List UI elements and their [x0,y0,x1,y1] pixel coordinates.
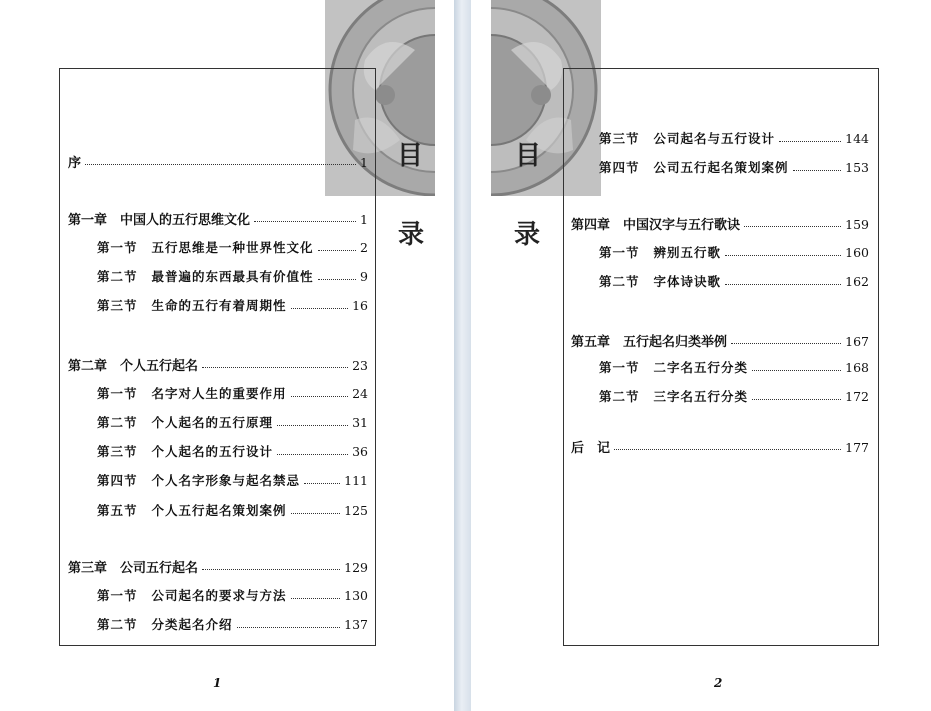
toc-page-number: 144 [845,131,869,146]
dot-leader [752,370,841,371]
toc-section-number: 第一节 [97,240,138,255]
toc-section-title: 公司五行起名策划案例 [653,160,789,175]
toc-entry-label [599,129,775,147]
toc-entry-label: 第二章 个人五行起名 [68,359,199,374]
book-spine [454,0,471,711]
toc-section-entry [97,384,368,402]
toc-chapter-entry [68,557,368,576]
toc-section-number: 第五节 [97,503,138,518]
toc-section-title: 生命的五行有着周期性 [151,298,287,313]
toc-page-number: 129 [344,560,368,575]
toc-section-number: 第三节 [97,298,138,313]
toc-entry-label [97,586,287,604]
toc-section-entry [599,387,869,405]
toc-page-number: 36 [352,444,368,459]
toc-entry-label [599,158,789,176]
toc-page-number: 137 [344,617,368,632]
dot-leader [318,279,357,280]
dot-leader [318,250,357,251]
toc-page-number: 162 [845,274,869,289]
toc-entry-label [599,272,721,290]
toc-entry-label [97,615,233,633]
toc-page-number: 160 [845,245,869,260]
toc-entry-label [97,296,287,314]
toc-section-entry [599,158,869,176]
toc-page-number: 125 [344,503,368,518]
left-page [0,0,454,711]
dot-leader [291,513,341,514]
right-page [471,0,931,711]
toc-page-number: 168 [845,360,869,375]
dot-leader [614,449,841,450]
dot-leader [237,627,341,628]
toc-chapter-entry [68,152,368,171]
toc-section-entry [97,238,368,256]
toc-page-number: 1 [360,212,368,227]
toc-entry-label: 第三章 公司五行起名 [68,561,199,576]
toc-section-number: 第四节 [97,473,138,488]
toc-section-title: 公司起名与五行设计 [653,131,776,146]
toc-section-number: 第一节 [97,588,138,603]
dot-leader [779,141,841,142]
dot-leader [202,569,340,570]
toc-page-number: 167 [845,334,869,349]
toc-page-number: 177 [845,440,869,455]
toc-entry-label: 第一章 中国人的五行思维文化 [68,213,251,228]
toc-section-number: 第二节 [97,617,138,632]
toc-page-number: 23 [352,358,368,373]
title-char-lu: 录 [398,220,425,250]
toc-chapter-entry [571,437,869,456]
toc-page-number: 159 [845,217,869,232]
toc-chapter-entry [68,209,368,228]
dot-leader [793,170,842,171]
toc-entry-label: 第四章 中国汉字与五行歌诀 [571,218,741,233]
toc-page-number: 1 [360,155,368,170]
toc-section-title: 名字对人生的重要作用 [151,386,287,401]
toc-entry-label [97,501,287,519]
toc-entry-label [599,387,748,405]
toc-section-entry [97,471,368,489]
dot-leader [291,308,349,309]
toc-page-number: 16 [352,298,368,313]
toc-section-title: 五行思维是一种世界性文化 [151,240,314,255]
toc-entry-label [97,413,273,431]
toc-page-number: 31 [352,415,368,430]
toc-section-number: 第二节 [599,389,640,404]
title-char-lu: 录 [514,220,541,250]
toc-entry-label [97,238,314,256]
toc-section-title: 公司起名的要求与方法 [151,588,287,603]
toc-section-number: 第四节 [599,160,640,175]
toc-entry-label [97,442,273,460]
toc-entry-label: 序 [68,156,82,171]
toc-chapter-entry [571,214,869,233]
toc-entry-label [599,243,721,261]
toc-entry-label: 第五章 五行起名归类举例 [571,335,728,350]
dot-leader [731,343,841,344]
toc-section-entry [599,272,869,290]
dot-leader [725,255,841,256]
toc-section-title: 三字名五行分类 [653,389,749,404]
toc-section-entry [599,129,869,147]
toc-page-number: 9 [360,269,368,284]
toc-page-number: 111 [344,473,368,488]
toc-section-entry [97,586,368,604]
title-char-mu: 目 [397,141,424,171]
toc-section-number: 第二节 [599,274,640,289]
dot-leader [744,226,841,227]
toc-section-entry [97,442,368,460]
title-char-mu: 目 [515,141,542,171]
dot-leader [725,284,841,285]
toc-section-title: 分类起名介绍 [151,617,233,632]
toc-section-entry [97,501,368,519]
toc-entry-label [97,384,287,402]
toc-page-number: 2 [360,240,368,255]
toc-entry-label [97,267,314,285]
dot-leader [202,367,348,368]
dot-leader [291,598,341,599]
dot-leader [85,164,356,165]
toc-chapter-entry [68,355,368,374]
toc-page-number: 130 [344,588,368,603]
toc-section-number: 第三节 [599,131,640,146]
dot-leader [304,483,340,484]
toc-section-number: 第二节 [97,269,138,284]
toc-section-entry [97,267,368,285]
toc-section-number: 第一节 [97,386,138,401]
dot-leader [752,399,841,400]
toc-section-entry [97,413,368,431]
page-number-left: 1 [213,676,222,690]
toc-section-number: 第三节 [97,444,138,459]
toc-section-title: 二字名五行分类 [653,360,749,375]
toc-section-title: 个人名字形象与起名禁忌 [151,473,301,488]
toc-page-number: 153 [845,160,869,175]
toc-frame-right [563,68,879,646]
toc-section-title: 个人起名的五行原理 [151,415,274,430]
dot-leader [291,396,349,397]
toc-section-title: 辨别五行歌 [653,245,722,260]
toc-section-title: 个人五行起名策划案例 [151,503,287,518]
toc-section-title: 最普遍的东西最具有价值性 [151,269,314,284]
dot-leader [277,425,348,426]
toc-page-number: 24 [352,386,368,401]
toc-page-number: 172 [845,389,869,404]
toc-section-number: 第一节 [599,245,640,260]
toc-section-entry [599,243,869,261]
page-number-right: 2 [714,676,723,690]
toc-section-title: 字体诗诀歌 [653,274,722,289]
toc-section-number: 第一节 [599,360,640,375]
toc-section-number: 第二节 [97,415,138,430]
dot-leader [277,454,348,455]
toc-section-entry [97,615,368,633]
toc-section-entry [599,358,869,376]
dot-leader [254,221,356,222]
toc-entry-label [599,358,748,376]
toc-entry-label: 后 记 [571,441,611,456]
toc-section-title: 个人起名的五行设计 [151,444,274,459]
toc-entry-label [97,471,300,489]
toc-section-entry [97,296,368,314]
toc-chapter-entry [571,331,869,350]
